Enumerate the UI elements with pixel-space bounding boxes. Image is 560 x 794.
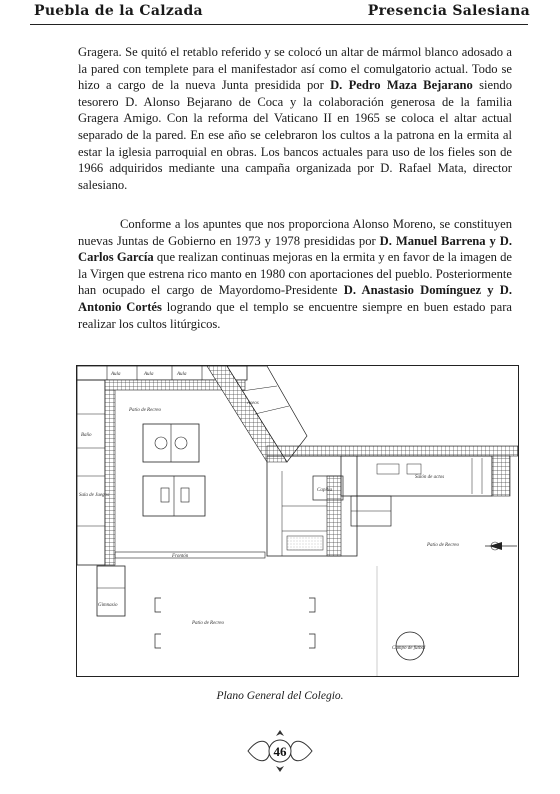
plan-court-2 [143, 476, 205, 516]
label-sala-juegos: Sala de Juegos [79, 493, 109, 498]
label-capilla: Capilla [317, 488, 333, 493]
bold-name: D. Manuel Barrena y D. Carlos García [78, 233, 512, 265]
text-run: Conforme a los apuntes que nos proporciona Alonso Moreno, se constituyen nuevas Juntas de Gobierno en 1973 y 1978 presididas por [78, 217, 512, 248]
label-patio-right: Patio de Recreo [427, 543, 460, 548]
running-header-right: Presencia Salesiana [367, 3, 530, 19]
plan-corridor-right [267, 446, 518, 456]
text-run: logrando que el templo se encuentre siempre en buen estado para realizar los cultos litúrgicos. [78, 299, 512, 331]
paragraph-1 [78, 44, 512, 193]
label-salon: Salón de actos [415, 475, 445, 480]
plan-corridor-left [105, 380, 115, 565]
plan-court-1 [143, 424, 199, 462]
plan-left-wing [77, 380, 105, 565]
page-number-ornament [240, 726, 320, 776]
label-aseos: Aseos [247, 401, 259, 406]
text-run: que realizan continuas mejoras en la ermita y en favor de la imagen de la Virgen que estrena rico manto en 1980 con aportaciones del pueblo. Posteriormente han ocupado el cargo de Mayordomo-Presidente [78, 250, 512, 298]
page-number: 46 [273, 744, 287, 759]
label-bano: Baño [81, 433, 92, 438]
plan-corridor-east [492, 456, 510, 496]
compass-rose-icon [485, 542, 517, 550]
text-run: siendo tesorero D. Alonso Bejarano de Coca y la colaboración generosa de la familia Gragera Amigo. Con la reforma del Vaticano II en 1965 se coloca el altar actual separado de la pared. En ese año se celebraron los cultos a la patrona en la ermita al estar la iglesia parroquial en obras. Los bancos actuales para uso de los fieles son de 1966 adquiridos mediante una campaña organizada por D. Rafael Mata, director salesiano. [78, 78, 512, 192]
label-campo: Campo de fútbol [392, 646, 426, 651]
floor-plan-drawing [77, 366, 518, 676]
bold-name: D. Pedro Maza Bejarano [330, 78, 473, 93]
text-run: Gragera. Se quitó el retablo referido y se colocó un altar de mármol blanco adosado a la pared con templete para el manifestador así como el comulgatorio actual. Todo se hizo a cargo de la nueva Junta presidida por [78, 45, 512, 93]
label-patio-bottom: Patio de Recreo [192, 621, 225, 626]
label-patio-top: Patio de Recreo [129, 408, 162, 413]
label-aula-3: Aula [177, 372, 187, 377]
running-header-left: Puebla de la Calzada [34, 3, 203, 19]
paragraph-2 [78, 216, 512, 332]
label-aula-2: Aula [144, 372, 154, 377]
plan-gimnasio [97, 566, 125, 616]
label-fronton: Frontón [172, 554, 189, 559]
figure-caption: Plano General del Colegio. [216, 690, 344, 702]
school-floor-plan [76, 365, 519, 677]
label-gimnasio: Gimnasio [98, 603, 118, 608]
header-rule [30, 24, 528, 25]
plan-fronton-wall [115, 552, 265, 558]
bold-name: D. Anastasio Domínguez y D. Antonio Cortés [78, 283, 512, 314]
label-aula-1: Aula [111, 372, 121, 377]
